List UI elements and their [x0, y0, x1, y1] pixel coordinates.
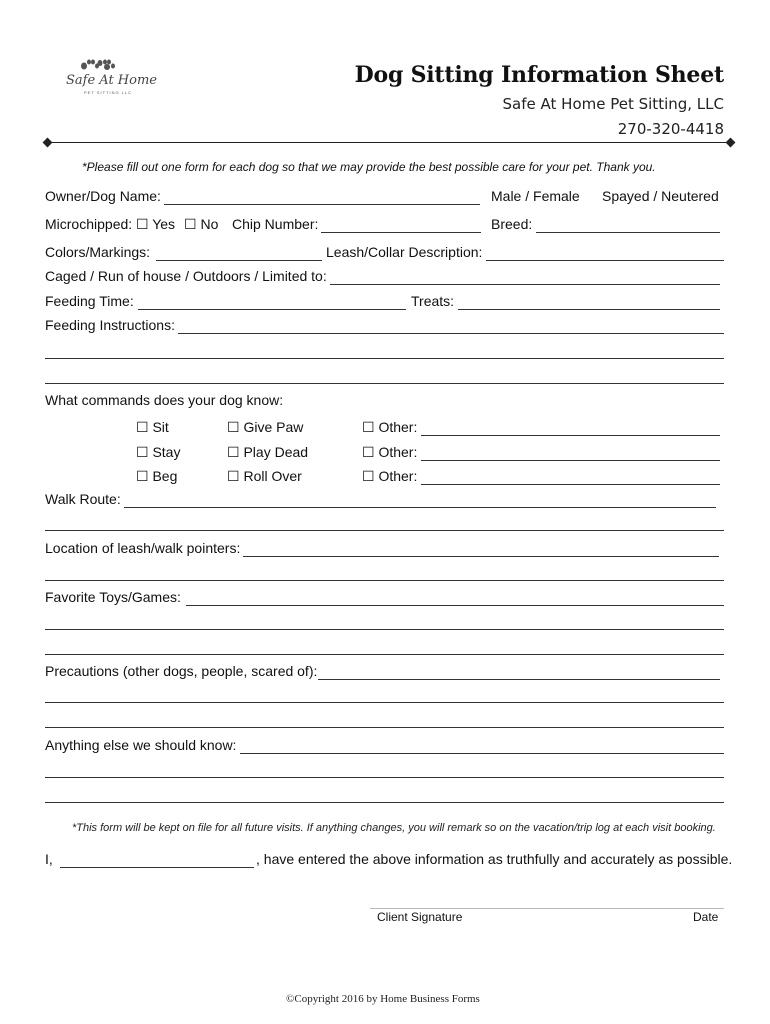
command-other-3-label: Other:	[378, 468, 418, 484]
anything-else-line-3[interactable]	[45, 802, 724, 803]
company-logo	[62, 56, 157, 102]
colors-markings-input[interactable]	[156, 260, 322, 261]
precautions-label: Precautions (other dogs, people, scared of):	[45, 663, 318, 679]
microchipped-no-checkbox[interactable]: ☐ No	[184, 216, 219, 232]
anything-else-line-2[interactable]	[45, 777, 724, 778]
favorite-toys-line-2[interactable]	[45, 629, 724, 630]
colors-markings-label: Colors/Markings:	[45, 244, 151, 260]
command-other-2-input[interactable]	[421, 460, 720, 461]
microchipped-no-label: No	[200, 216, 219, 232]
favorite-toys-input[interactable]	[186, 605, 724, 606]
breed-label: Breed:	[491, 216, 533, 232]
company-name: Safe At Home Pet Sitting, LLC	[502, 95, 724, 113]
attest-prefix: I,	[45, 851, 53, 867]
sex-options[interactable]: Male / Female	[491, 188, 580, 204]
owner-dog-name-label: Owner/Dog Name:	[45, 188, 161, 204]
command-other-3-checkbox[interactable]: ☐ Other:	[362, 468, 418, 484]
precautions-line-3[interactable]	[45, 727, 724, 728]
command-other-2-label: Other:	[378, 444, 418, 460]
microchipped-yes-label: Yes	[152, 216, 176, 232]
command-beg-checkbox[interactable]: ☐ Beg	[136, 468, 178, 484]
command-other-3-input[interactable]	[421, 484, 720, 485]
precautions-line-2[interactable]	[45, 702, 724, 703]
commands-question: What commands does your dog know:	[45, 392, 284, 408]
command-stay-checkbox[interactable]: ☐ Stay	[136, 444, 181, 460]
date-label: Date	[693, 910, 719, 924]
command-roll-over-checkbox[interactable]: ☐ Roll Over	[227, 468, 302, 484]
intro-note: *Please fill out one form for each dog so that we may provide the best possible care for your pet. Thank you.	[82, 160, 656, 174]
precautions-input[interactable]	[318, 679, 720, 680]
command-give-paw-label: Give Paw	[243, 419, 304, 435]
command-give-paw-checkbox[interactable]: ☐ Give Paw	[227, 419, 304, 435]
anything-else-label: Anything else we should know:	[45, 737, 237, 753]
header-divider	[47, 142, 731, 143]
walk-route-line-2[interactable]	[45, 530, 724, 531]
command-beg-label: Beg	[152, 468, 178, 484]
microchipped-label: Microchipped:	[45, 216, 133, 232]
logo-subtext: PET SITTING LLC	[84, 90, 133, 95]
chip-number-label: Chip Number:	[232, 216, 319, 232]
feeding-instructions-line-3[interactable]	[45, 383, 724, 384]
command-play-dead-checkbox[interactable]: ☐ Play Dead	[227, 444, 309, 460]
command-play-dead-label: Play Dead	[243, 444, 309, 460]
command-sit-checkbox[interactable]: ☐ Sit	[136, 419, 169, 435]
command-sit-label: Sit	[152, 419, 169, 435]
spay-neuter-options[interactable]: Spayed / Neutered	[602, 188, 719, 204]
favorite-toys-line-3[interactable]	[45, 654, 724, 655]
leash-location-label: Location of leash/walk pointers:	[45, 540, 241, 556]
page-title: Dog Sitting Information Sheet	[354, 62, 724, 88]
feeding-time-input[interactable]	[138, 309, 406, 310]
logo-text: Safe At Home	[66, 73, 157, 88]
command-stay-label: Stay	[152, 444, 181, 460]
walk-route-label: Walk Route:	[45, 491, 121, 507]
feeding-instructions-input[interactable]	[178, 333, 724, 334]
copyright-footer: ©Copyright 2016 by Home Business Forms	[286, 993, 480, 1005]
microchipped-yes-checkbox[interactable]: ☐ Yes	[136, 216, 176, 232]
command-other-1-input[interactable]	[421, 435, 720, 436]
favorite-toys-label: Favorite Toys/Games:	[45, 589, 181, 605]
feeding-time-label: Feeding Time:	[45, 293, 134, 309]
leash-collar-input[interactable]	[486, 260, 724, 261]
file-note: *This form will be kept on file for all future visits. If anything changes, you will remark so on the vacation/trip log at each visit booking.	[72, 822, 716, 834]
signature-input[interactable]	[370, 908, 724, 909]
breed-input[interactable]	[536, 232, 720, 233]
owner-dog-name-input[interactable]	[164, 204, 480, 205]
leash-collar-label: Leash/Collar Description:	[326, 244, 483, 260]
divider-left-diamond	[43, 138, 53, 148]
feeding-instructions-line-2[interactable]	[45, 358, 724, 359]
chip-number-input[interactable]	[321, 232, 481, 233]
walk-route-input[interactable]	[124, 507, 716, 508]
command-other-1-label: Other:	[378, 419, 418, 435]
company-phone: 270-320-4418	[617, 120, 724, 138]
leash-location-input[interactable]	[243, 556, 719, 557]
command-other-1-checkbox[interactable]: ☐ Other:	[362, 419, 418, 435]
client-signature-label: Client Signature	[377, 910, 463, 924]
leash-location-line-2[interactable]	[45, 580, 724, 581]
housing-input[interactable]	[330, 284, 720, 285]
attest-name-input[interactable]	[60, 867, 254, 868]
anything-else-input[interactable]	[240, 753, 724, 754]
command-roll-over-label: Roll Over	[243, 468, 302, 484]
treats-label: Treats:	[411, 293, 455, 309]
command-other-2-checkbox[interactable]: ☐ Other:	[362, 444, 418, 460]
feeding-instructions-label: Feeding Instructions:	[45, 317, 175, 333]
housing-label: Caged / Run of house / Outdoors / Limited to:	[45, 268, 327, 284]
treats-input[interactable]	[458, 309, 720, 310]
divider-right-diamond	[726, 138, 736, 148]
attest-statement: , have entered the above information as truthfully and accurately as possible.	[256, 851, 733, 867]
